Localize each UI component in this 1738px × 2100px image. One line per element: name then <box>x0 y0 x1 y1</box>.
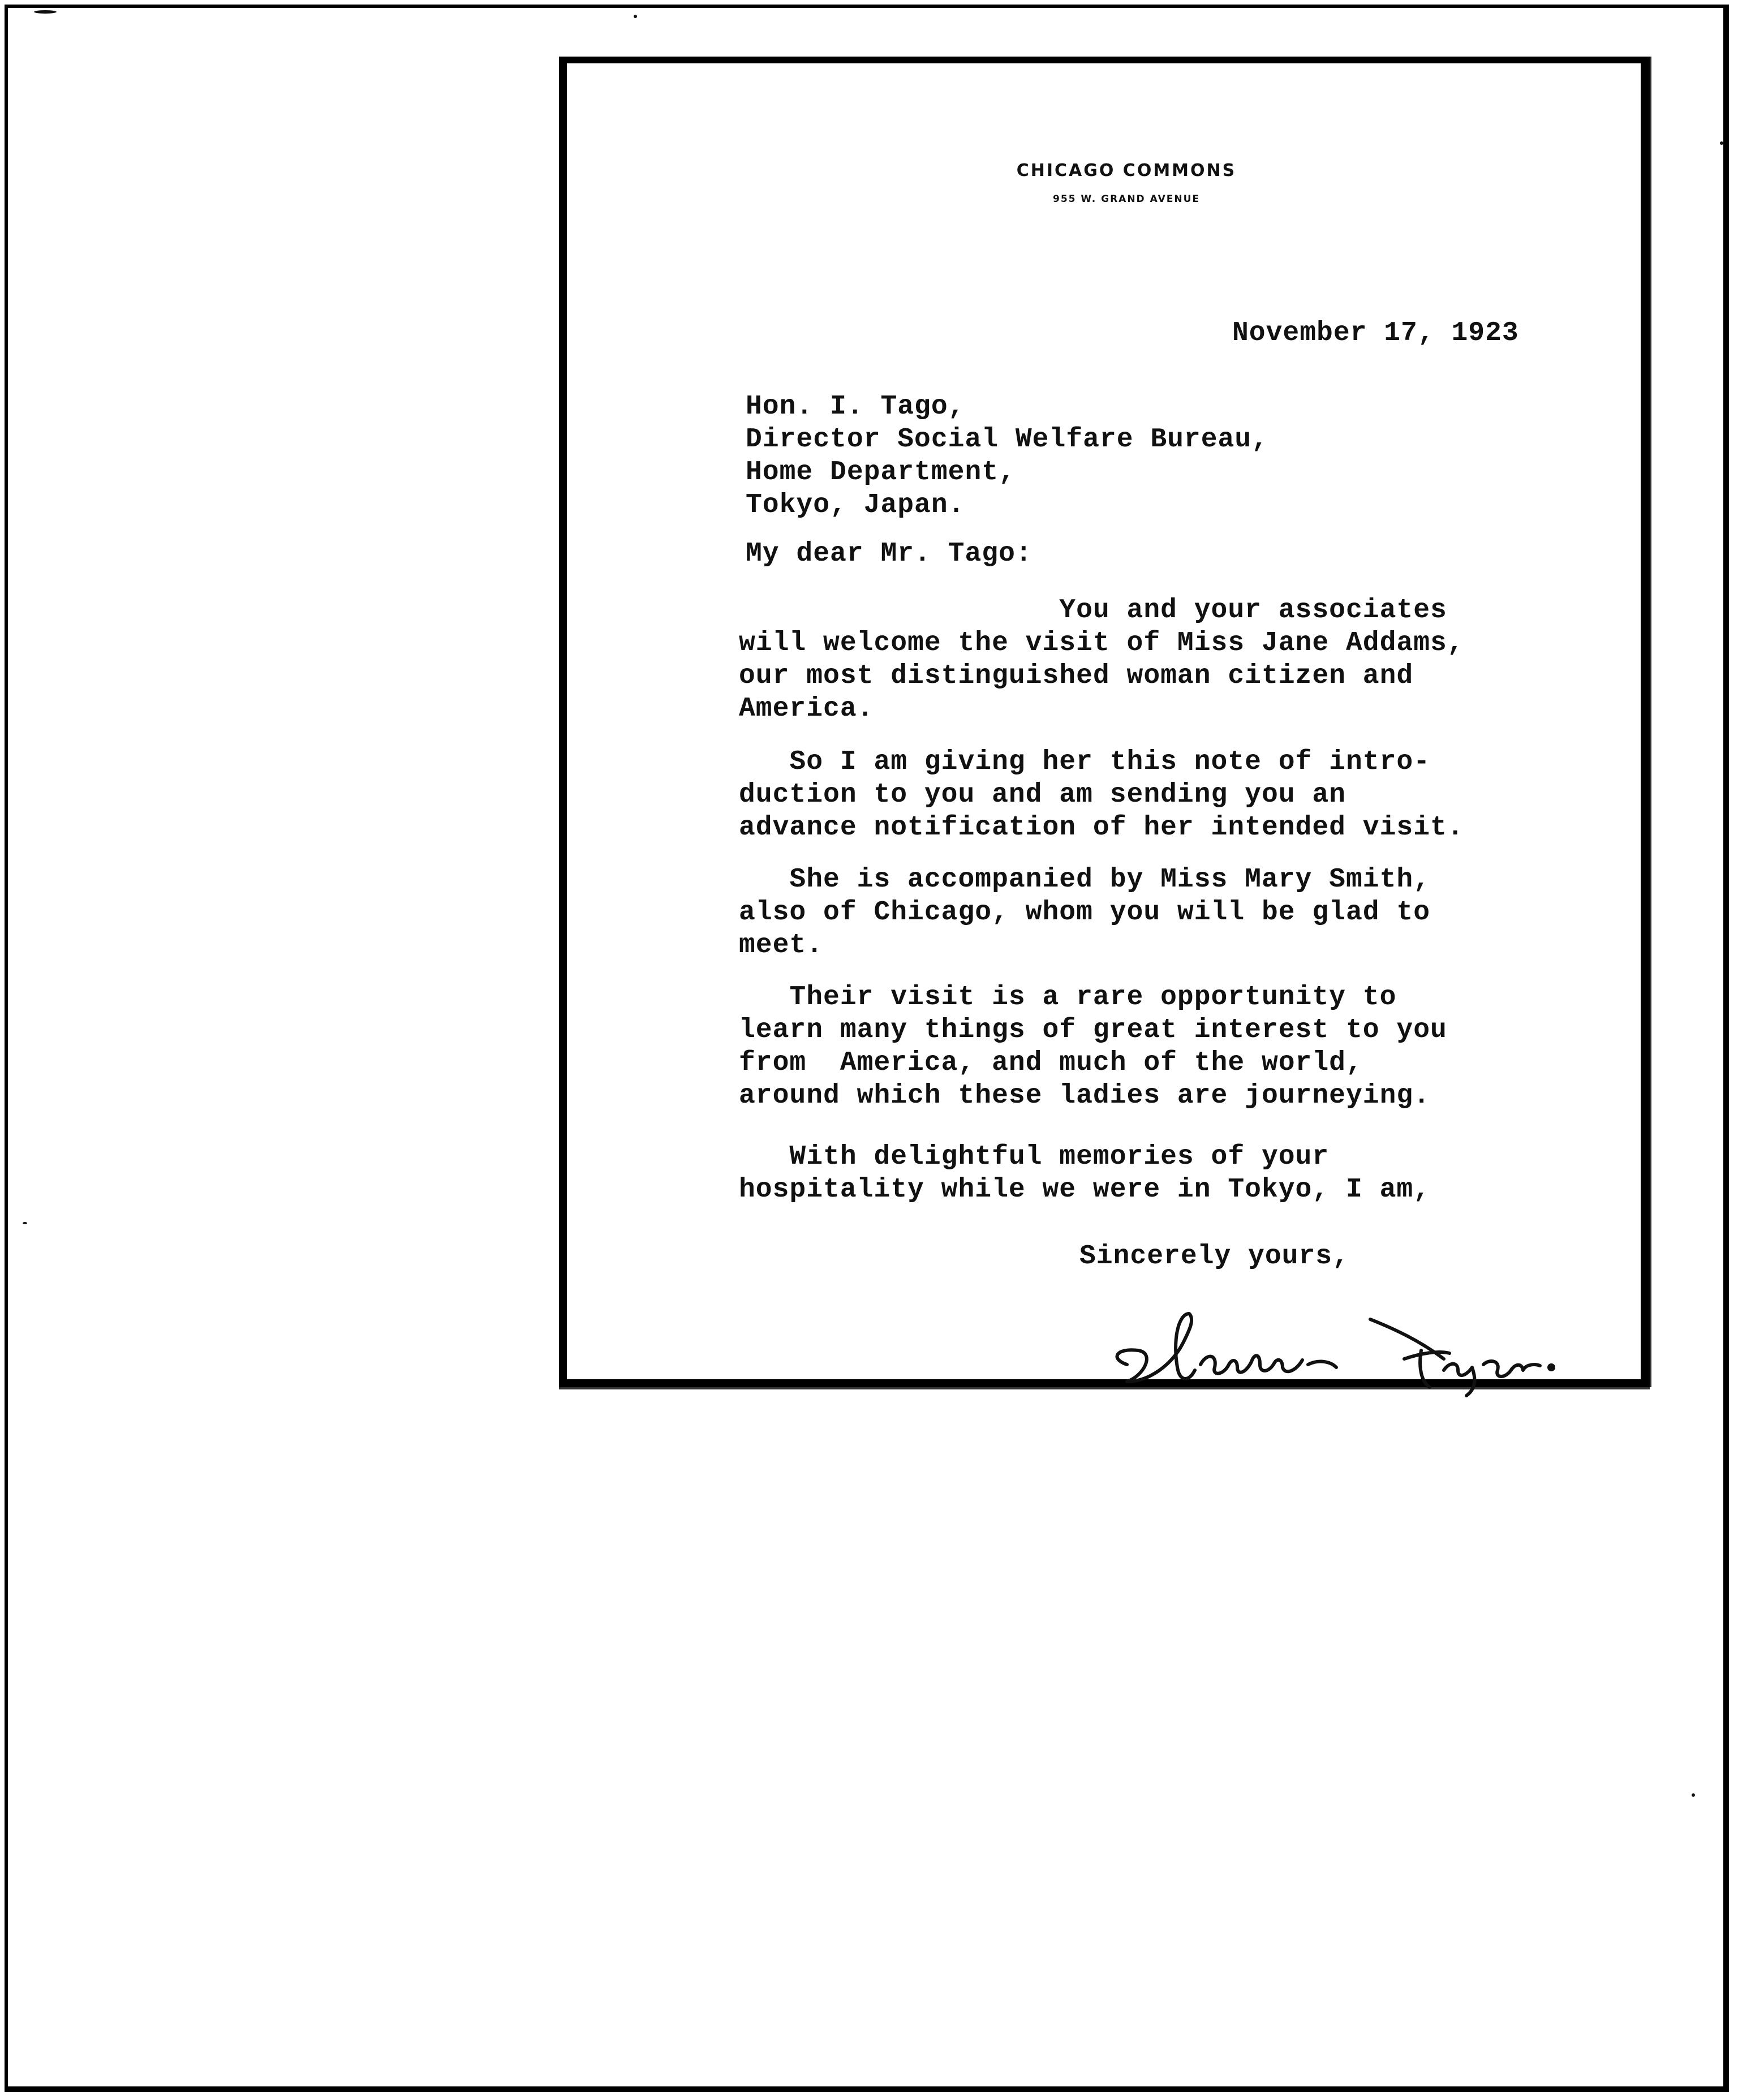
body-line: advance notification of her intended visit. <box>739 812 1464 843</box>
body-line: around which these ladies are journeying. <box>739 1081 1430 1111</box>
body-line: meet. <box>739 930 824 961</box>
signature-icon <box>1104 1297 1568 1398</box>
body-line: learn many things of great interest to you <box>739 1015 1447 1045</box>
body-line: Their visit is a rare opportunity to <box>739 982 1397 1013</box>
closing: Sincerely yours, <box>1079 1241 1349 1272</box>
salutation: My dear Mr. Tago: <box>746 539 1033 569</box>
letterhead-address: 955 W. GRAND AVENUE <box>1052 193 1201 205</box>
scan-speck <box>23 1222 27 1224</box>
letter-sheet <box>559 57 1650 1387</box>
body-line: duction to you and am sending you an <box>739 780 1346 810</box>
letter-date: November 17, 1923 <box>1232 318 1519 348</box>
body-line: So I am giving her this note of intro- <box>739 747 1430 777</box>
scan-speck <box>1692 1793 1695 1797</box>
body-line: will welcome the visit of Miss Jane Addams, <box>739 628 1464 659</box>
body-line: from America, and much of the world, <box>739 1048 1363 1078</box>
body-line: With delightful memories of your <box>739 1142 1330 1172</box>
body-line: hospitality while we were in Tokyo, I am, <box>739 1174 1430 1205</box>
body-line: America. <box>739 694 874 724</box>
body-line: also of Chicago, whom you will be glad to <box>739 897 1430 928</box>
letterhead-name: CHICAGO COMMONS <box>1016 161 1237 180</box>
body-line: our most distinguished woman citizen and <box>739 661 1414 691</box>
recipient-line: Home Department, <box>746 457 1016 488</box>
body-line: You and your associates <box>739 595 1447 626</box>
body-line: She is accompanied by Miss Mary Smith, <box>739 864 1430 895</box>
recipient-line: Director Social Welfare Bureau, <box>746 424 1268 455</box>
recipient-line: Tokyo, Japan. <box>746 490 965 520</box>
scan-speck <box>634 15 637 18</box>
recipient-line: Hon. I. Tago, <box>746 391 965 422</box>
scan-speck <box>34 10 57 14</box>
scan-speck <box>1720 141 1723 145</box>
